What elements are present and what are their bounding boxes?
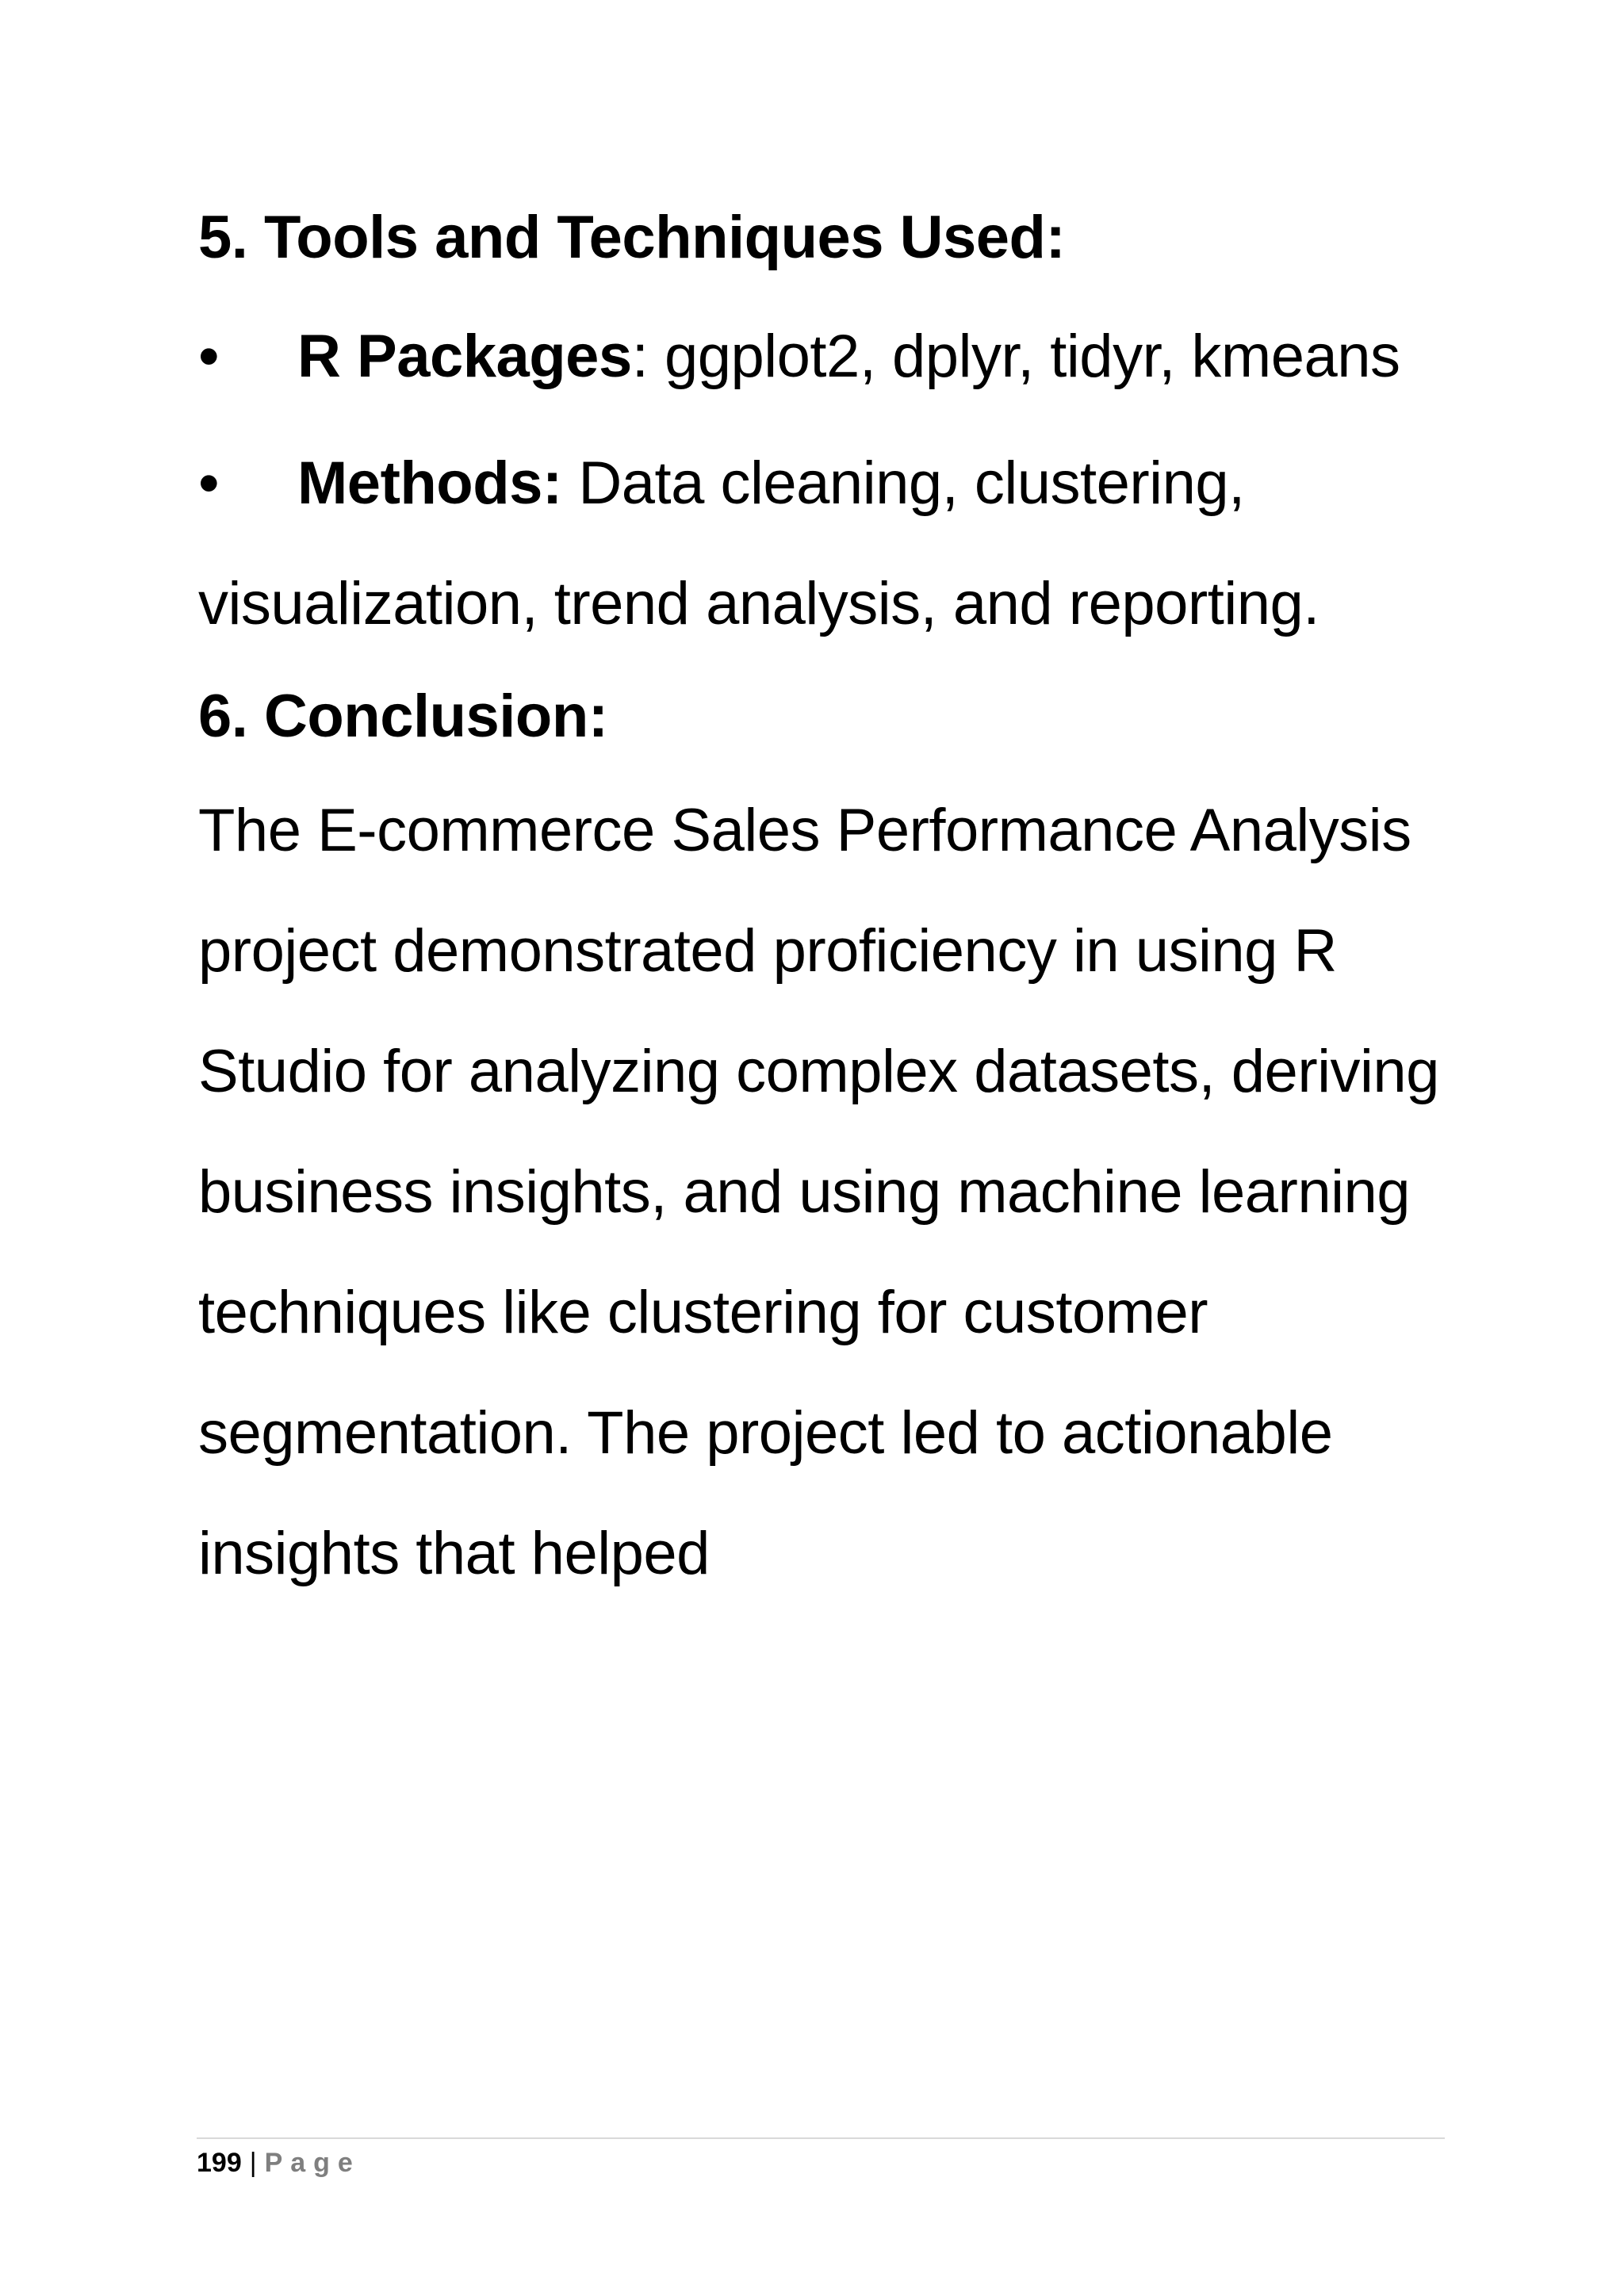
bullet-text-methods: Data cleaning, clustering, visualization, trend analysis, and reporting. [198, 450, 1320, 637]
page-number: 199 [197, 2148, 242, 2178]
bullet-text-r-packages: ggplot2, dplyr, tidyr, kmeans [648, 323, 1400, 390]
page-content [198, 192, 1451, 1614]
footer-divider [197, 2137, 1445, 2139]
conclusion-paragraph: The E-commerce Sales Performance Analysis project demonstrated proficiency in using R Studio for analyzing complex datasets, deriving business insights, and using machine learning techniques like clustering for customer segmentation. The project led to actionable insights that helped [198, 797, 1439, 1587]
bullet-r-packages [198, 297, 1451, 417]
section-6-heading: 6. Conclusion: [198, 683, 608, 750]
bullet-symbol: • [198, 323, 220, 390]
page-footer [197, 2145, 361, 2180]
bullet-label-r-packages: R Packages [297, 323, 632, 390]
bullet-separator: : [631, 323, 649, 390]
page-label: Page [264, 2148, 361, 2178]
bullet-symbol: • [198, 450, 220, 517]
section-5-heading: 5. Tools and Techniques Used: [198, 204, 1066, 271]
bullet-label-methods: Methods: [297, 450, 562, 517]
footer-separator: | [249, 2148, 257, 2178]
bullet-methods [198, 423, 1451, 664]
